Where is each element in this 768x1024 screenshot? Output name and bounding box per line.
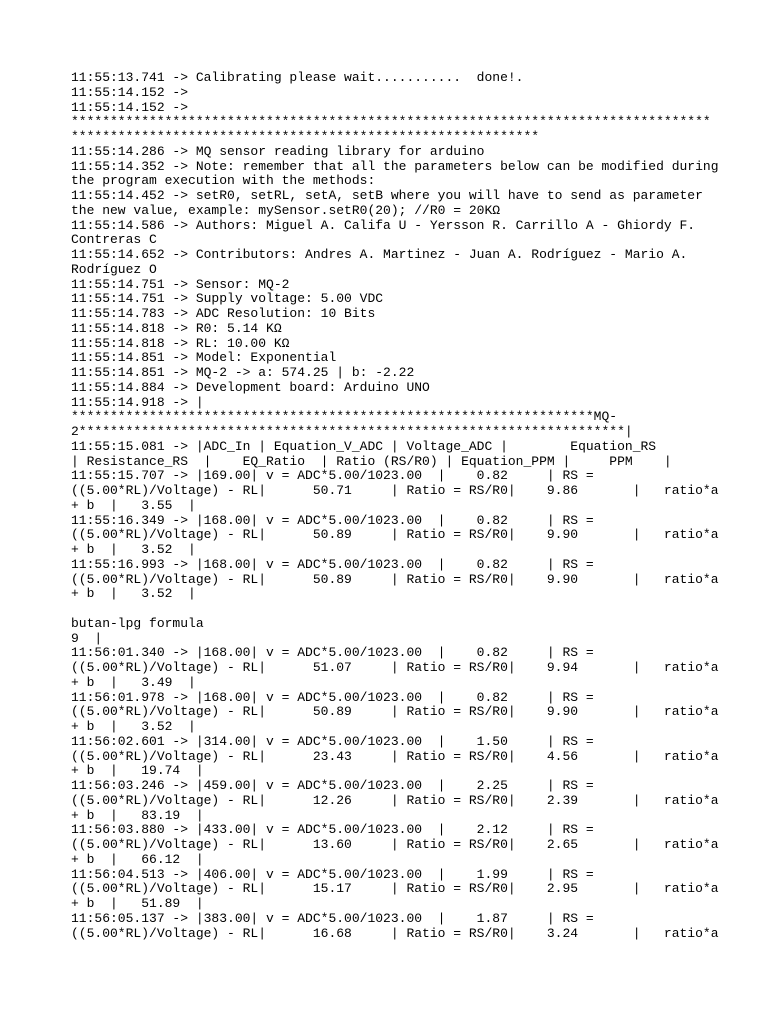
log-line: 11:56:04.513 -> |406.00| v = ADC*5.00/1023.00 | 1.99 | RS = [71,866,594,882]
log-line: ((5.00*RL)/Voltage) - RL| 50.71 | Ratio = RS/R0| 9.86 | ratio*a [71,483,719,498]
log-line: 11:55:14.851 -> MQ-2 -> a: 574.25 | b: -2.22 [71,365,415,380]
log-line: 11:55:14.751 -> Supply voltage: 5.00 VDC [71,291,384,307]
log-line: + b | 3.52 | [71,542,196,557]
log-line: + b | 3.49 | [71,674,196,690]
log-line: ((5.00*RL)/Voltage) - RL| 51.07 | Ratio = RS/R0| 9.94 | ratio*a [71,660,719,675]
log-line: ((5.00*RL)/Voltage) - RL| 16.68 | Ratio = RS/R0| 3.24 | ratio*a [71,925,719,941]
log-line: 11:55:15.081 -> |ADC_In | Equation_V_ADC | Voltage_ADC | Equation_RS [71,438,657,454]
log-line: 11:55:14.286 -> MQ sensor reading library for arduino [71,143,485,159]
log-line: 11:55:14.152 -> [71,99,189,115]
log-line: ((5.00*RL)/Voltage) - RL| 50.89 | Ratio = RS/R0| 9.90 | ratio*a [71,704,719,720]
log-line: 11:56:03.246 -> |459.00| v = ADC*5.00/1023.00 | 2.25 | RS = [71,778,594,793]
log-line: 11:56:03.880 -> |433.00| v = ADC*5.00/1023.00 | 2.12 | RS = [71,822,594,838]
log-line: + b | 3.52 | [71,586,196,602]
log-line: 11:56:05.137 -> |383.00| v = ADC*5.00/1023.00 | 1.87 | RS = [71,910,594,926]
log-line: + b | 66.12 | [71,851,204,867]
log-line: 9 | [71,630,103,646]
log-line: 11:55:15.707 -> |169.00| v = ADC*5.00/1023.00 | 0.82 | RS = [71,468,594,484]
log-line: butan-lpg formula [71,615,204,631]
log-line: 2**********************************************************************| [71,424,633,439]
log-line: 11:55:14.152 -> [71,84,189,100]
log-line: + b | 19.74 | [71,763,204,779]
log-line: + b | 3.55 | [71,497,196,513]
log-line: Contreras C [71,232,157,248]
log-line: ((5.00*RL)/Voltage) - RL| 13.60 | Ratio = RS/R0| 2.65 | ratio*a [71,837,719,852]
log-line: 11:56:02.601 -> |314.00| v = ADC*5.00/1023.00 | 1.50 | RS = [71,733,594,749]
log-line: ********************************************************************************** [71,114,711,130]
log-line: + b | 83.19 | [71,807,204,823]
log-line: 11:56:01.340 -> |168.00| v = ADC*5.00/1023.00 | 0.82 | RS = [71,645,594,661]
log-line: 11:55:14.586 -> Authors: Miguel A. Califa U - Yersson R. Carrillo A - Ghiordy F. [71,217,696,233]
log-line: ((5.00*RL)/Voltage) - RL| 23.43 | Ratio = RS/R0| 4.56 | ratio*a [71,748,719,764]
log-line: 11:56:01.978 -> |168.00| v = ADC*5.00/1023.00 | 0.82 | RS = [71,689,594,705]
log-line: 11:55:16.993 -> |168.00| v = ADC*5.00/1023.00 | 0.82 | RS = [71,556,594,572]
log-line: + b | 51.89 | [71,896,204,911]
log-line: 11:55:14.918 -> | [71,394,204,410]
log-line: ************************************************************ [71,129,540,144]
log-line: ((5.00*RL)/Voltage) - RL| 12.26 | Ratio = RS/R0| 2.39 | ratio*a [71,792,719,808]
log-line: 11:55:14.818 -> RL: 10.00 KΩ [71,335,290,351]
log-line: 11:55:16.349 -> |168.00| v = ADC*5.00/1023.00 | 0.82 | RS = [71,512,594,528]
log-line: Rodríguez O [71,261,157,277]
log-line: ((5.00*RL)/Voltage) - RL| 15.17 | Ratio = RS/R0| 2.95 | ratio*a [71,881,719,897]
log-line: 11:55:14.452 -> setR0, setRL, setA, setB where you will have to send as parameter [71,188,703,203]
log-line: 11:55:14.851 -> Model: Exponential [71,350,337,366]
log-line: 11:55:14.751 -> Sensor: MQ-2 [71,276,290,292]
log-line [71,602,728,617]
log-line: ((5.00*RL)/Voltage) - RL| 50.89 | Ratio = RS/R0| 9.90 | ratio*a [71,571,719,587]
log-line: 11:55:14.783 -> ADC Resolution: 10 Bits [71,306,376,321]
log-line: | Resistance_RS | EQ_Ratio | Ratio (RS/R0) | Equation_PPM | PPM | [71,453,672,469]
log-line: 11:55:14.652 -> Contributors: Andres A. Martinez - Juan A. Rodríguez - Mario A. [71,247,688,262]
log-line: 11:55:13.741 -> Calibrating please wait........... done!. [71,70,524,85]
log-line: 11:55:14.884 -> Development board: Arduino UNO [71,379,430,395]
serial-log [71,71,728,941]
log-line: the new value, example: mySensor.setR0(20); //R0 = 20KΩ [71,202,501,218]
log-line: 11:55:14.352 -> Note: remember that all the parameters below can be modified during [71,158,719,174]
log-line: the program execution with the methods: [71,173,376,189]
log-line: 11:55:14.818 -> R0: 5.14 KΩ [71,320,282,336]
log-line: ((5.00*RL)/Voltage) - RL| 50.89 | Ratio = RS/R0| 9.90 | ratio*a [71,527,719,543]
log-line: + b | 3.52 | [71,719,196,734]
log-line: *******************************************************************MQ- [71,409,618,425]
